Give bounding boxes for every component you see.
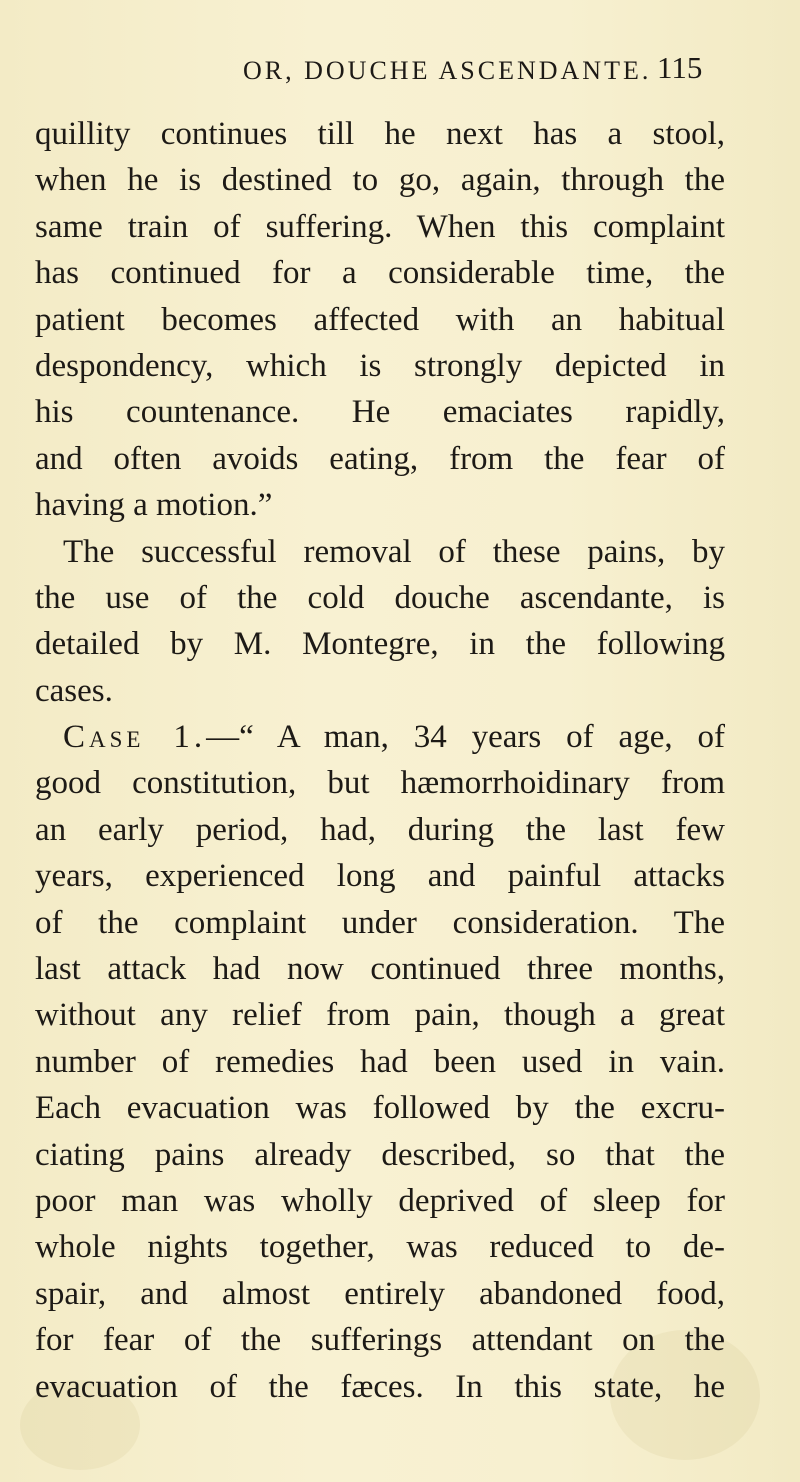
text-line: patient becomes affected with an habitual — [35, 301, 725, 338]
text-line: has continued for a considerable time, the — [35, 255, 725, 292]
text-line: his countenance. He emaciates rapidly, — [35, 394, 725, 431]
text-line: spair, and almost entirely abandoned food, — [35, 1275, 725, 1312]
text-line: Each evacuation was followed by the excru- — [35, 1090, 725, 1127]
case-label: Case 1. — [63, 719, 207, 756]
text-line: evacuation of the fæces. In this state, he — [35, 1368, 725, 1405]
text-line: of the complaint under consideration. The — [35, 904, 725, 941]
text-line: and often avoids eating, from the fear of — [35, 440, 725, 477]
case-line-text: —“ A man, 34 years of age, of — [206, 719, 725, 756]
page-number: 115 — [657, 50, 703, 85]
text-line: poor man was wholly deprived of sleep for — [35, 1182, 725, 1219]
text-line: detailed by M. Montegre, in the following — [35, 626, 725, 663]
text-line: the use of the cold douche ascendante, is — [35, 579, 725, 616]
text-line: whole nights together, was reduced to de- — [35, 1229, 725, 1266]
running-head — [0, 50, 800, 96]
text-line: cases. — [35, 672, 113, 709]
text-line-case — [35, 714, 725, 760]
text-line: ciating pains already described, so that the — [35, 1136, 725, 1173]
text-line: despondency, which is strongly depicted in — [35, 347, 725, 384]
body-text — [35, 111, 725, 1410]
text-line: quillity continues till he next has a stool, — [35, 116, 725, 152]
text-line: same train of suffering. When this complaint — [35, 208, 725, 245]
text-line: last attack had now continued three months, — [35, 951, 725, 988]
text-line: The successful removal of these pains, by — [63, 533, 725, 570]
text-line: for fear of the sufferings attendant on the — [35, 1322, 725, 1359]
text-line: an early period, had, during the last few — [35, 811, 725, 848]
text-line: having a motion.” — [35, 487, 273, 524]
text-line: when he is destined to go, again, through the — [35, 162, 725, 199]
running-title: OR, DOUCHE ASCENDANTE. — [243, 56, 652, 85]
text-line: good constitution, but hæmorrhoidinary from — [35, 765, 725, 802]
text-line: years, experienced long and painful attacks — [35, 858, 725, 895]
text-line: number of remedies had been used in vain. — [35, 1043, 725, 1080]
text-line: without any relief from pain, though a great — [35, 997, 725, 1034]
